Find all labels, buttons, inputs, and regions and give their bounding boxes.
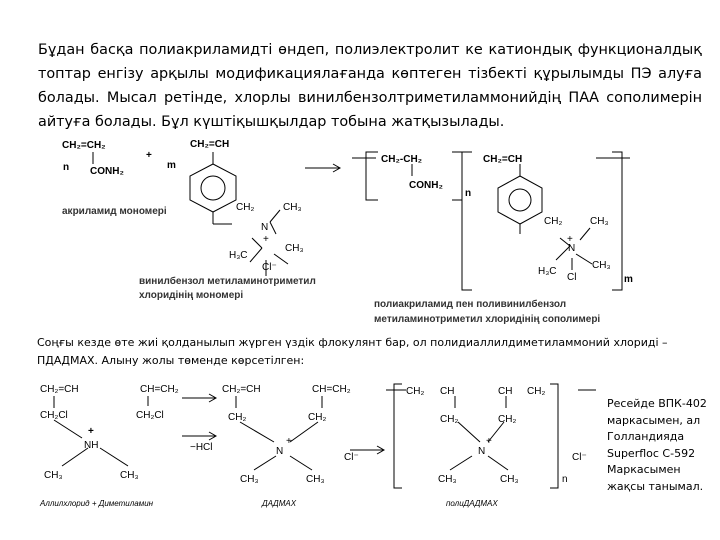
reagents-caption: Аллилхлорид + Диметиламин [40,499,154,508]
n-label: n [465,188,472,199]
vinylbenzyl-formula: CH₂=CH [190,139,230,150]
allyl-chloride-formula: CH₂=CH [40,384,79,395]
ch2-label: CH₂ [498,414,517,425]
minus-hcl-label: −HCl [190,442,213,453]
ch2-label: CH₂ [236,202,255,213]
ch3-label: CH₃ [438,474,457,485]
ch2-label: CH₂ [308,412,327,423]
allyl-ch2cl: CH₂Cl [40,410,68,421]
acrylamide-caption: акриламид мономері [62,206,167,217]
plus-charge: + [263,234,269,245]
allyl-ch2cl: CH₂Cl [136,410,164,421]
n-label: n [562,474,568,485]
plus-charge: + [567,234,573,245]
copolymer-left-unit: CH₂-CH₂ [381,154,423,165]
acrylamide-formula: CH₂=CH₂ [62,140,106,151]
plus-charge: + [286,436,292,447]
m-label: m [624,274,633,285]
note-line: Голландияда [607,430,685,443]
copolymer-caption-line1: полиакриламид пен поливинилбензол [374,299,567,310]
plus-charge: + [486,436,492,447]
note-line: маркасымен, ал [607,413,701,427]
ch3-label: CH₃ [590,216,609,227]
chloride-ion: Cl⁻ [262,262,277,273]
nitrogen-atom: N [478,446,486,457]
monomer-caption-line2: хлоридінің мономері [139,290,244,301]
dadmac-caption: ДАДМАХ [262,499,297,508]
chloride-ion: Cl⁻ [572,452,587,463]
acrylamide-substituent: CONH₂ [90,166,124,177]
nitrogen-atom: N [276,446,284,457]
ch2-label: CH₂ [440,414,459,425]
flocculant-note: Соңғы кезде өте жиі қолданылып жүрген үздік флокулянт бар, ол полидиаллилдиметиламмоний хлориді – ПДАДМАХ. Алыну жолы төменде көрсетілген: [37,336,668,367]
h3c-label: H₃C [538,266,557,277]
chloride-ion: Cl⁻ [344,452,359,463]
monomer-caption-line1: винилбензол метиламинотриметил [139,276,316,287]
ch3-label: CH₃ [592,260,611,271]
ch3-label: CH₃ [285,243,304,254]
copolymer-scheme [0,130,720,335]
polymer-ch2: CH₂ [406,386,425,397]
ch3-label: CH₃ [306,474,325,485]
h3c-label: H₃C [229,250,248,261]
ch3-label: CH₃ [500,474,519,485]
n-label: n [63,162,70,173]
dadmac-left-vinyl: CH₂=CH [222,384,261,395]
ch3-label: CH₃ [120,470,139,481]
polymer-ch: CH [498,386,513,397]
m-label: m [167,160,176,171]
nh-label: NH [84,440,99,451]
nitrogen-atom: N [261,222,269,233]
allyl-chloride-formula: CH=CH₂ [140,384,179,395]
plus-sign: + [88,426,94,437]
note-line: жақсы танымал. [607,479,704,493]
dadmac-right-vinyl: CH=CH₂ [312,384,351,395]
ch3-label: CH₃ [240,474,259,485]
ch2-label: CH₂ [228,412,247,423]
polydadmac-caption: полиДАДМАХ [446,499,498,508]
chloride-label: Cl [567,272,577,283]
polymer-ch: CH [440,386,455,397]
note-line: Superfloc C-592 [607,446,696,460]
copolymer-caption-line2: метиламинотриметил хлоридінің сополимері [374,314,601,325]
copolymer-conh2: CONH₂ [409,180,443,191]
ch3-label: CH₃ [283,202,302,213]
note-line: Ресейде ВПК-402 [607,397,707,410]
copolymer-right-unit: CH₂=CH [483,154,523,165]
ch3-label: CH₃ [44,470,63,481]
plus-sign: + [146,150,152,161]
note-line: Маркасымен [607,463,681,476]
intro-paragraph: Бұдан басқа полиакриламидті өндеп, полиэлектролит ке катиондық функционалдық топтар енгізу арқылы модификациялағанда көптеген тізбекті құрылымды ПЭ алуға болады. Мысал ретінде, хлорлы винилбензолтриметиламмонийдің ПАА сополимерін айтуға болады. Бұл күштіқышқылдар тобына жатқызылады. [38,42,702,130]
ch2-label: CH₂ [544,216,563,227]
trade-names-note [607,396,712,495]
nitrogen-atom: N [568,243,576,254]
polymer-ch2: CH₂ [527,386,546,397]
